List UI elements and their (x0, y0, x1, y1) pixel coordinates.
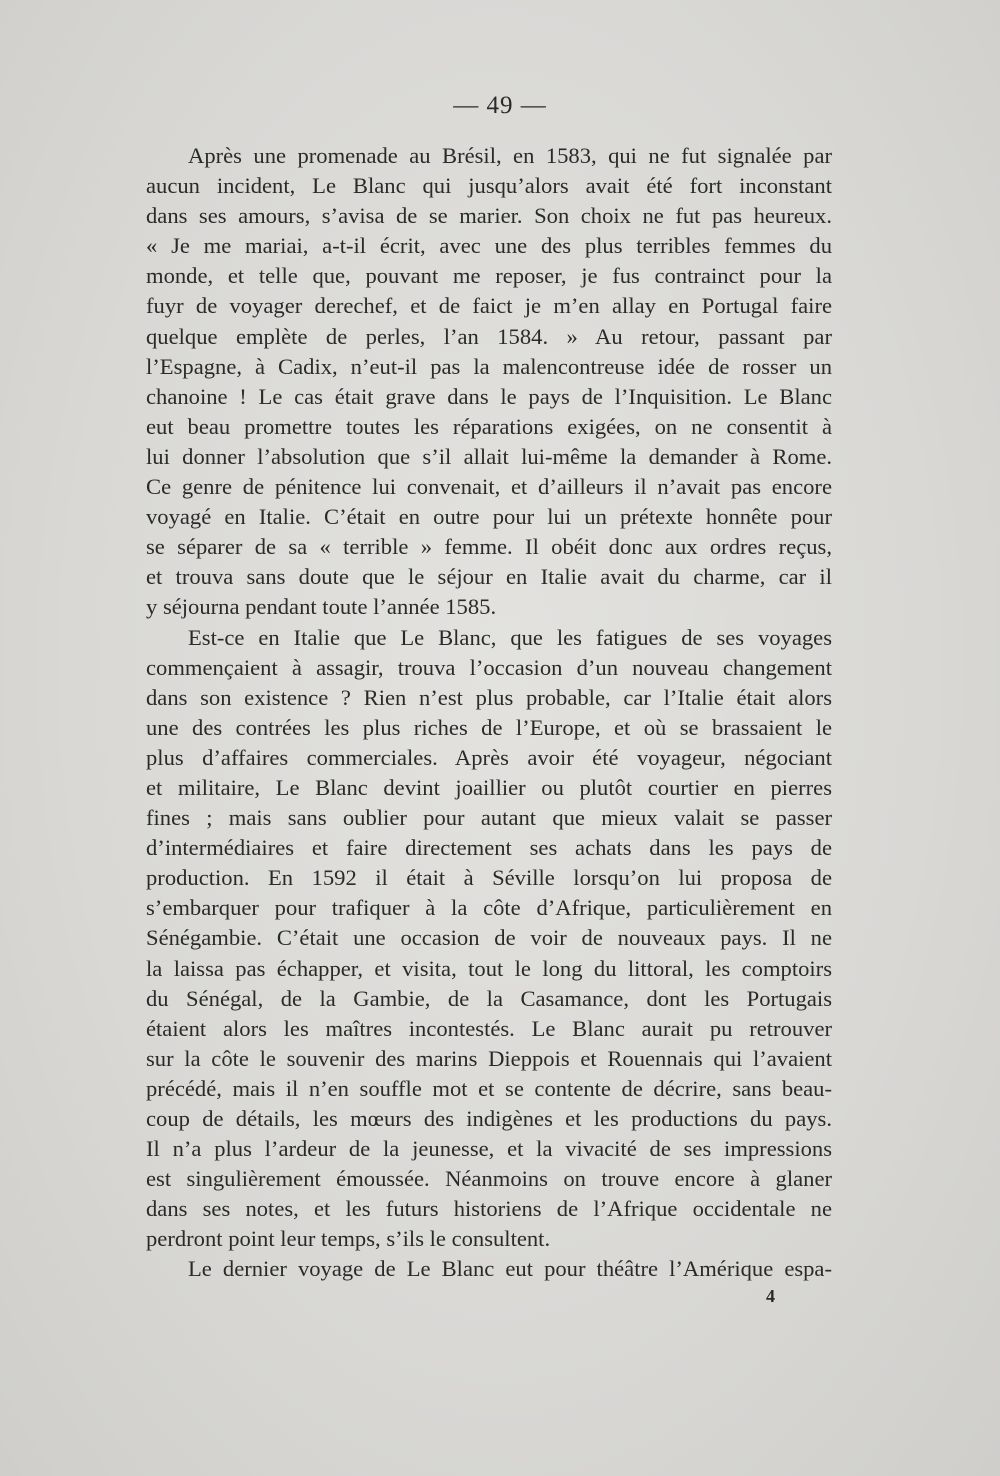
text-line: monde, et telle que, pouvant me reposer, je fus contrainct pour la (146, 263, 832, 289)
text-line: fuyr de voyager derechef, et de faict je m’en allay en Portugal faire (146, 293, 832, 319)
text-line: lui donner l’absolution que s’il allait lui-même la demander à Rome. (146, 443, 832, 469)
text-line: précédé, mais il n’en souffle mot et se contente de décrire, sans beau- (146, 1075, 832, 1101)
text-line: aucun incident, Le Blanc qui jusqu’alors avait été fort inconstant (146, 173, 832, 199)
text-line: dans ses notes, et les futurs historiens de l’Afrique occidentale ne (146, 1196, 832, 1222)
text-line: voyagé en Italie. C’était en outre pour lui un prétexte honnête pour (146, 504, 832, 530)
text-line: Il n’a plus l’ardeur de la jeunesse, et la vivacité de ses impressions (146, 1136, 832, 1162)
signature-mark: 4 (766, 1286, 775, 1306)
text-line: commençaient à assagir, trouva l’occasion d’un nouveau changement (146, 654, 832, 680)
text-line: plus d’affaires commerciales. Après avoir été voyageur, négociant (146, 744, 832, 770)
text-line: quelque emplète de perles, l’an 1584. » Au retour, passant par (146, 323, 832, 349)
text-line: production. En 1592 il était à Séville lorsqu’on lui proposa de (146, 865, 832, 891)
text-line: et trouva sans doute que le séjour en Italie avait du charme, car il (146, 564, 832, 590)
text-line: coup de détails, les mœurs des indigènes et les productions du pays. (146, 1106, 832, 1131)
text-line: du Sénégal, de la Gambie, de la Casamance, dont les Portugais (146, 985, 832, 1011)
text-line: l’Espagne, à Cadix, n’eut-il pas la malencontreuse idée de rosser un (146, 353, 832, 379)
page-number: — 49 — (453, 92, 547, 119)
text-line: fines ; mais sans oublier pour autant que mieux valait se passer (146, 805, 832, 831)
text-line: se séparer de sa « terrible » femme. Il obéit donc aux ordres reçus, (146, 534, 832, 560)
text-line: chanoine ! Le cas était grave dans le pays de l’Inquisition. Le Blanc (146, 383, 832, 409)
text-line: y séjourna pendant toute l’année 1585. (146, 594, 497, 620)
text-line: Sénégambie. C’était une occasion de voir de nouveaux pays. Il ne (146, 925, 832, 951)
text-line: d’intermédiaires et faire directement ses achats dans les pays de (146, 835, 832, 861)
text-line: une des contrées les plus riches de l’Europe, et où se brassaient le (146, 714, 832, 740)
text-line: Est-ce en Italie que Le Blanc, que les fatigues de ses voyages (188, 624, 832, 650)
text-line: sur la côte le souvenir des marins Dieppois et Rouennais qui l’avaient (146, 1045, 832, 1071)
text-line: Le dernier voyage de Le Blanc eut pour théâtre l’Amérique espa- (188, 1256, 832, 1282)
text-line: étaient alors les maîtres incontestés. Le Blanc aurait pu retrouver (146, 1015, 832, 1041)
text-line: s’embarquer pour trafiquer à la côte d’Afrique, particulièrement en (146, 895, 832, 921)
text-line: la laissa pas échapper, et visita, tout le long du littoral, les comptoirs (146, 955, 832, 981)
text-line: est singulièrement émoussée. Néanmoins on trouve encore à glaner (146, 1166, 832, 1192)
text-line: et militaire, Le Blanc devint joaillier ou plutôt courtier en pierres (146, 774, 832, 800)
text-line: « Je me mariai, a-t-il écrit, avec une des plus terribles femmes du (146, 233, 832, 259)
text-line: dans son existence ? Rien n’est plus probable, car l’Italie était alors (146, 684, 832, 710)
text-line: dans ses amours, s’avisa de se marier. Son choix ne fut pas heureux. (146, 203, 832, 229)
text-line: Ce genre de pénitence lui convenait, et d’ailleurs il n’avait pas encore (146, 474, 832, 500)
text-line: eut beau promettre toutes les réparations exigées, on ne consentit à (146, 413, 832, 439)
body-text (146, 141, 832, 1285)
text-line: Après une promenade au Brésil, en 1583, qui ne fut signalée par (188, 143, 832, 168)
text-line: perdront point leur temps, s’ils le consultent. (146, 1226, 551, 1252)
